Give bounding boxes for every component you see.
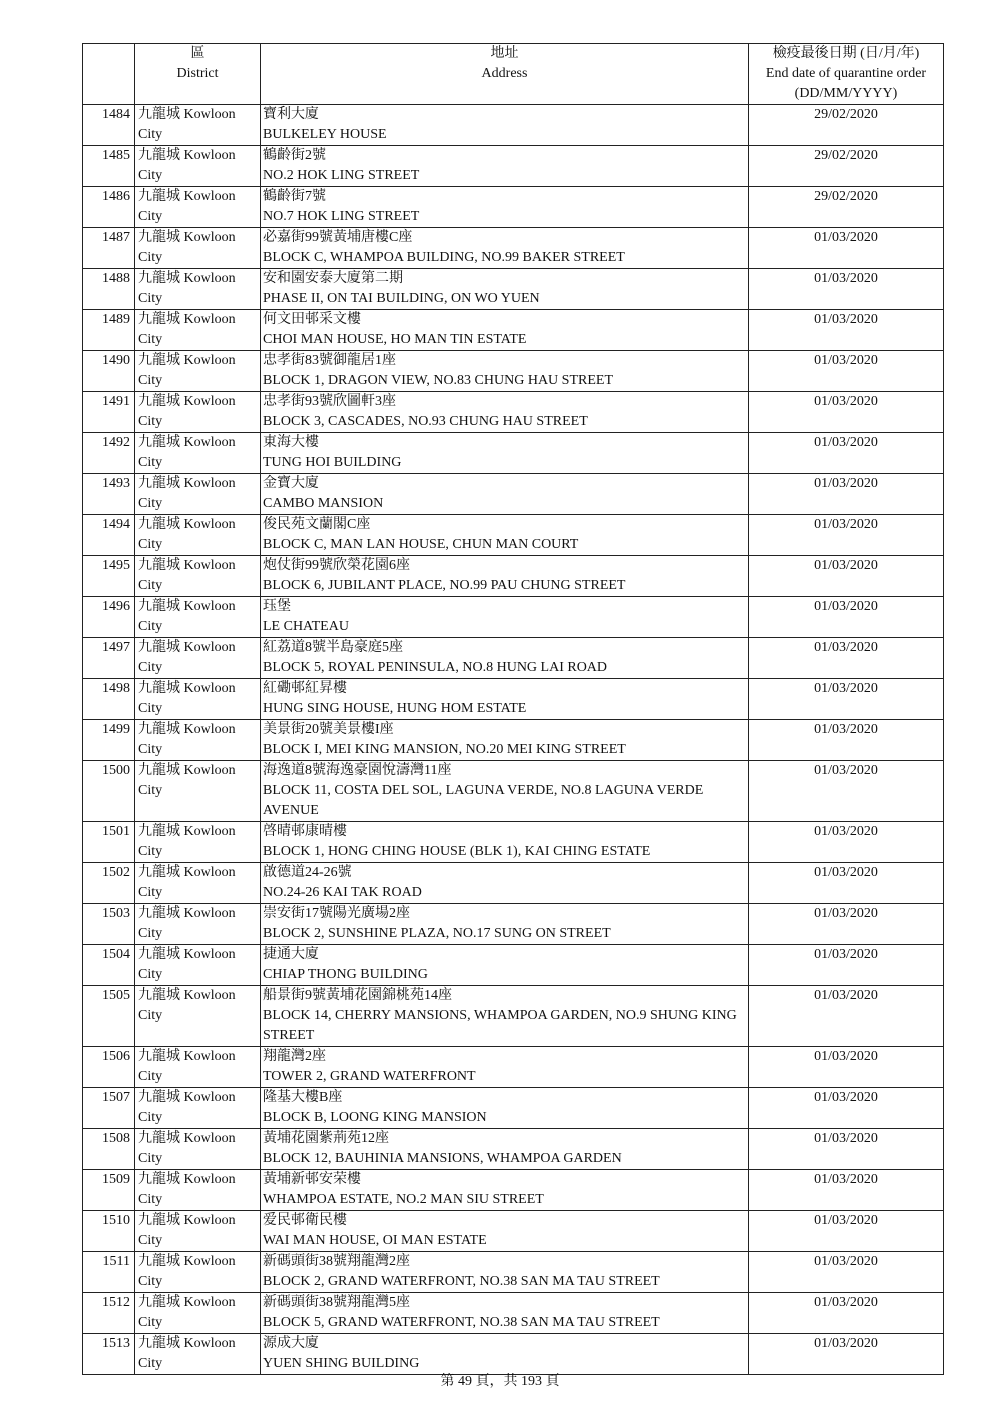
address-en: BLOCK C, MAN LAN HOUSE, CHUN MAN COURT <box>263 537 579 552</box>
date-header-format: (DD/MM/YYYY) <box>794 86 898 101</box>
address-zh: 啟德道24-26號 <box>263 865 352 880</box>
address-zh: 捷通大廈 <box>263 947 319 962</box>
row-number: 1511 <box>83 1252 135 1293</box>
address-zh: 美景街20號美景樓I座 <box>263 722 394 737</box>
row-number: 1497 <box>83 638 135 679</box>
address-zh: 紅磡邨紅昇樓 <box>263 681 347 696</box>
end-date-cell: 01/03/2020 <box>749 228 944 269</box>
district-en: City <box>138 1233 163 1248</box>
row-number: 1491 <box>83 392 135 433</box>
row-number: 1499 <box>83 720 135 761</box>
address-cell <box>261 761 749 822</box>
address-cell <box>261 720 749 761</box>
district-zh: 九龍城 Kowloon <box>138 107 236 122</box>
district-en: City <box>138 1274 163 1289</box>
end-date-cell: 01/03/2020 <box>749 1334 944 1375</box>
district-en: City <box>138 701 163 716</box>
end-date-cell: 01/03/2020 <box>749 1129 944 1170</box>
row-number: 1486 <box>83 187 135 228</box>
table-row <box>83 1129 944 1170</box>
address-cell <box>261 433 749 474</box>
table-row <box>83 1252 944 1293</box>
district-cell <box>135 269 261 310</box>
address-cell <box>261 1252 749 1293</box>
district-header-zh: 區 <box>190 46 205 61</box>
district-cell <box>135 351 261 392</box>
table-row <box>83 310 944 351</box>
address-zh: 黃埔新邨安荣樓 <box>263 1172 361 1187</box>
district-cell <box>135 392 261 433</box>
address-en: WHAMPOA ESTATE, NO.2 MAN SIU STREET <box>263 1192 544 1207</box>
district-cell <box>135 720 261 761</box>
address-en: LE CHATEAU <box>263 619 349 634</box>
address-en: HUNG SING HOUSE, HUNG HOM ESTATE <box>263 701 527 716</box>
district-en: City <box>138 578 163 593</box>
address-cell <box>261 146 749 187</box>
row-number: 1485 <box>83 146 135 187</box>
district-zh: 九龍城 Kowloon <box>138 230 236 245</box>
district-en: City <box>138 1192 163 1207</box>
address-en: BLOCK 2, SUNSHINE PLAZA, NO.17 SUNG ON STREET <box>263 926 611 941</box>
address-en: BULKELEY HOUSE <box>263 127 387 142</box>
address-zh: 必嘉街99號黃埔唐樓C座 <box>263 230 413 245</box>
district-en: City <box>138 496 163 511</box>
address-cell <box>261 822 749 863</box>
end-date-cell: 01/03/2020 <box>749 1252 944 1293</box>
table-row <box>83 474 944 515</box>
district-cell <box>135 228 261 269</box>
table-row <box>83 863 944 904</box>
row-number: 1496 <box>83 597 135 638</box>
address-en: BLOCK 12, BAUHINIA MANSIONS, WHAMPOA GARDEN <box>263 1151 622 1166</box>
end-date-cell: 01/03/2020 <box>749 474 944 515</box>
address-en: BLOCK 11, COSTA DEL SOL, LAGUNA VERDE, NO.8 LAGUNA VERDE AVENUE <box>263 783 704 818</box>
address-cell <box>261 351 749 392</box>
row-number: 1498 <box>83 679 135 720</box>
address-cell <box>261 986 749 1047</box>
end-date-cell: 01/03/2020 <box>749 1211 944 1252</box>
address-en: BLOCK 1, DRAGON VIEW, NO.83 CHUNG HAU STREET <box>263 373 613 388</box>
address-en: YUEN SHING BUILDING <box>263 1356 420 1371</box>
district-en: City <box>138 619 163 634</box>
district-zh: 九龍城 Kowloon <box>138 906 236 921</box>
district-zh: 九龍城 Kowloon <box>138 1131 236 1146</box>
row-number: 1510 <box>83 1211 135 1252</box>
district-en: City <box>138 660 163 675</box>
table-row <box>83 433 944 474</box>
address-column-header <box>261 44 749 105</box>
address-cell <box>261 1088 749 1129</box>
district-zh: 九龍城 Kowloon <box>138 1049 236 1064</box>
end-date-cell: 01/03/2020 <box>749 310 944 351</box>
table-row <box>83 269 944 310</box>
district-cell <box>135 515 261 556</box>
district-zh: 九龍城 Kowloon <box>138 1295 236 1310</box>
end-date-cell: 01/03/2020 <box>749 679 944 720</box>
district-cell <box>135 187 261 228</box>
district-cell <box>135 986 261 1047</box>
row-number: 1494 <box>83 515 135 556</box>
address-cell <box>261 556 749 597</box>
address-zh: 船景街9號黃埔花園錦桃苑14座 <box>263 988 452 1003</box>
address-en: BLOCK 6, JUBILANT PLACE, NO.99 PAU CHUNG STREET <box>263 578 626 593</box>
address-cell <box>261 105 749 146</box>
district-zh: 九龍城 Kowloon <box>138 353 236 368</box>
district-zh: 九龍城 Kowloon <box>138 148 236 163</box>
address-zh: 崇安街17號陽光廣場2座 <box>263 906 410 921</box>
address-en: CHOI MAN HOUSE, HO MAN TIN ESTATE <box>263 332 527 347</box>
address-cell <box>261 597 749 638</box>
district-cell <box>135 1211 261 1252</box>
table-row <box>83 822 944 863</box>
district-zh: 九龍城 Kowloon <box>138 1336 236 1351</box>
address-cell <box>261 679 749 720</box>
district-zh: 九龍城 Kowloon <box>138 722 236 737</box>
district-cell <box>135 1129 261 1170</box>
row-number: 1501 <box>83 822 135 863</box>
district-zh: 九龍城 Kowloon <box>138 824 236 839</box>
end-date-cell: 01/03/2020 <box>749 986 944 1047</box>
district-zh: 九龍城 Kowloon <box>138 517 236 532</box>
table-body <box>83 105 944 1375</box>
district-en: City <box>138 1315 163 1330</box>
row-number: 1493 <box>83 474 135 515</box>
row-number: 1500 <box>83 761 135 822</box>
table-row <box>83 105 944 146</box>
table-row <box>83 515 944 556</box>
address-zh: 新碼頭街38號翔龍灣2座 <box>263 1254 410 1269</box>
end-date-cell: 01/03/2020 <box>749 556 944 597</box>
district-en: City <box>138 414 163 429</box>
district-zh: 九龍城 Kowloon <box>138 1090 236 1105</box>
district-en: City <box>138 1151 163 1166</box>
address-zh: 炮仗街99號欣榮花園6座 <box>263 558 410 573</box>
table-row <box>83 1047 944 1088</box>
row-number: 1507 <box>83 1088 135 1129</box>
address-zh: 忠孝街93號欣圖軒3座 <box>263 394 396 409</box>
district-zh: 九龍城 Kowloon <box>138 476 236 491</box>
end-date-cell: 29/02/2020 <box>749 105 944 146</box>
end-date-cell: 01/03/2020 <box>749 515 944 556</box>
address-cell <box>261 1129 749 1170</box>
address-zh: 寶利大廈 <box>263 107 319 122</box>
table-row <box>83 679 944 720</box>
district-en: City <box>138 742 163 757</box>
district-zh: 九龍城 Kowloon <box>138 435 236 450</box>
table-row <box>83 556 944 597</box>
end-date-cell: 01/03/2020 <box>749 433 944 474</box>
district-cell <box>135 945 261 986</box>
district-en: City <box>138 926 163 941</box>
address-zh: 東海大樓 <box>263 435 319 450</box>
address-zh: 源成大廈 <box>263 1336 319 1351</box>
district-zh: 九龍城 Kowloon <box>138 1213 236 1228</box>
row-number: 1512 <box>83 1293 135 1334</box>
district-cell <box>135 863 261 904</box>
table-row <box>83 904 944 945</box>
address-header-en: Address <box>481 66 528 81</box>
district-zh: 九龍城 Kowloon <box>138 988 236 1003</box>
district-header-en: District <box>176 66 219 81</box>
district-en: City <box>138 1069 163 1084</box>
end-date-cell: 01/03/2020 <box>749 863 944 904</box>
district-cell <box>135 822 261 863</box>
row-number: 1490 <box>83 351 135 392</box>
row-number: 1504 <box>83 945 135 986</box>
district-zh: 九龍城 Kowloon <box>138 312 236 327</box>
row-number: 1505 <box>83 986 135 1047</box>
address-cell <box>261 474 749 515</box>
district-en: City <box>138 844 163 859</box>
table-row <box>83 986 944 1047</box>
district-cell <box>135 679 261 720</box>
end-date-cell: 29/02/2020 <box>749 146 944 187</box>
address-en: BLOCK 5, GRAND WATERFRONT, NO.38 SAN MA TAU STREET <box>263 1315 660 1330</box>
district-en: City <box>138 885 163 900</box>
row-number: 1506 <box>83 1047 135 1088</box>
table-row <box>83 1211 944 1252</box>
row-number: 1488 <box>83 269 135 310</box>
end-date-cell: 29/02/2020 <box>749 187 944 228</box>
quarantine-address-table <box>82 43 944 1375</box>
district-en: City <box>138 291 163 306</box>
table-row <box>83 638 944 679</box>
end-date-cell: 01/03/2020 <box>749 904 944 945</box>
address-zh: 金寶大廈 <box>263 476 319 491</box>
table-row <box>83 146 944 187</box>
address-en: BLOCK B, LOONG KING MANSION <box>263 1110 487 1125</box>
district-zh: 九龍城 Kowloon <box>138 947 236 962</box>
address-cell <box>261 269 749 310</box>
row-number: 1484 <box>83 105 135 146</box>
end-date-cell: 01/03/2020 <box>749 351 944 392</box>
end-date-cell: 01/03/2020 <box>749 1088 944 1129</box>
table-row <box>83 720 944 761</box>
address-cell <box>261 945 749 986</box>
row-number: 1492 <box>83 433 135 474</box>
district-zh: 九龍城 Kowloon <box>138 558 236 573</box>
table-row <box>83 228 944 269</box>
table-row <box>83 351 944 392</box>
district-zh: 九龍城 Kowloon <box>138 599 236 614</box>
date-header-en: End date of quarantine order <box>765 66 927 81</box>
address-cell <box>261 228 749 269</box>
address-en: BLOCK 2, GRAND WATERFRONT, NO.38 SAN MA TAU STREET <box>263 1274 660 1289</box>
district-en: City <box>138 250 163 265</box>
district-en: City <box>138 209 163 224</box>
address-en: NO.2 HOK LING STREET <box>263 168 420 183</box>
table-row <box>83 392 944 433</box>
address-en: NO.7 HOK LING STREET <box>263 209 420 224</box>
address-zh: 爱民邨衛民樓 <box>263 1213 347 1228</box>
address-en: BLOCK 5, ROYAL PENINSULA, NO.8 HUNG LAI ROAD <box>263 660 608 675</box>
address-cell <box>261 1334 749 1375</box>
address-header-zh: 地址 <box>490 46 519 61</box>
district-en: City <box>138 783 163 798</box>
address-cell <box>261 515 749 556</box>
district-en: City <box>138 332 163 347</box>
district-zh: 九龍城 Kowloon <box>138 681 236 696</box>
row-number: 1489 <box>83 310 135 351</box>
address-zh: 黃埔花園紫荊苑12座 <box>263 1131 389 1146</box>
end-date-cell: 01/03/2020 <box>749 269 944 310</box>
district-en: City <box>138 168 163 183</box>
address-en: TUNG HOI BUILDING <box>263 455 402 470</box>
address-zh: 鶴齡街2號 <box>263 148 326 163</box>
table-row <box>83 761 944 822</box>
date-column-header <box>749 44 944 105</box>
district-cell <box>135 1088 261 1129</box>
address-cell <box>261 638 749 679</box>
end-date-cell: 01/03/2020 <box>749 1047 944 1088</box>
address-cell <box>261 310 749 351</box>
page-number: 第 49 頁，共 193 頁 <box>440 1374 560 1389</box>
end-date-cell: 01/03/2020 <box>749 822 944 863</box>
district-cell <box>135 597 261 638</box>
district-zh: 九龍城 Kowloon <box>138 271 236 286</box>
address-zh: 忠孝街83號御龍居1座 <box>263 353 396 368</box>
district-zh: 九龍城 Kowloon <box>138 640 236 655</box>
district-column-header <box>135 44 261 105</box>
address-en: BLOCK 14, CHERRY MANSIONS, WHAMPOA GARDEN, NO.9 SHUNG KING STREET <box>263 1008 737 1043</box>
district-cell <box>135 556 261 597</box>
district-cell <box>135 146 261 187</box>
address-en: TOWER 2, GRAND WATERFRONT <box>263 1069 476 1084</box>
district-cell <box>135 904 261 945</box>
district-zh: 九龍城 Kowloon <box>138 865 236 880</box>
end-date-cell: 01/03/2020 <box>749 1170 944 1211</box>
address-zh: 鶴齡街7號 <box>263 189 326 204</box>
address-en: CHIAP THONG BUILDING <box>263 967 428 982</box>
table-row <box>83 1293 944 1334</box>
district-en: City <box>138 1356 163 1371</box>
end-date-cell: 01/03/2020 <box>749 720 944 761</box>
row-number: 1508 <box>83 1129 135 1170</box>
district-cell <box>135 105 261 146</box>
address-cell <box>261 187 749 228</box>
address-cell <box>261 1293 749 1334</box>
address-zh: 翔龍灣2座 <box>263 1049 326 1064</box>
table-row <box>83 945 944 986</box>
address-zh: 何文田邨采文樓 <box>263 312 361 327</box>
district-en: City <box>138 967 163 982</box>
district-en: City <box>138 127 163 142</box>
end-date-cell: 01/03/2020 <box>749 638 944 679</box>
district-en: City <box>138 1110 163 1125</box>
address-zh: 新碼頭街38號翔龍灣5座 <box>263 1295 410 1310</box>
district-cell <box>135 1047 261 1088</box>
end-date-cell: 01/03/2020 <box>749 761 944 822</box>
address-zh: 隆基大樓B座 <box>263 1090 343 1105</box>
district-en: City <box>138 537 163 552</box>
address-en: PHASE II, ON TAI BUILDING, ON WO YUEN <box>263 291 540 306</box>
address-en: BLOCK C, WHAMPOA BUILDING, NO.99 BAKER STREET <box>263 250 625 265</box>
district-zh: 九龍城 Kowloon <box>138 394 236 409</box>
address-zh: 紅荔道8號半島豪庭5座 <box>263 640 403 655</box>
address-zh: 安和園安泰大廈第二期 <box>263 271 403 286</box>
address-cell <box>261 863 749 904</box>
end-date-cell: 01/03/2020 <box>749 945 944 986</box>
district-cell <box>135 1334 261 1375</box>
table-row <box>83 1170 944 1211</box>
district-zh: 九龍城 Kowloon <box>138 189 236 204</box>
row-number: 1513 <box>83 1334 135 1375</box>
end-date-cell: 01/03/2020 <box>749 1293 944 1334</box>
table-header-row <box>83 44 944 105</box>
table-row <box>83 1088 944 1129</box>
address-cell <box>261 1047 749 1088</box>
address-cell <box>261 904 749 945</box>
row-number: 1487 <box>83 228 135 269</box>
district-cell <box>135 433 261 474</box>
end-date-cell: 01/03/2020 <box>749 597 944 638</box>
address-zh: 海逸道8號海逸豪園悅濤灣11座 <box>263 763 452 778</box>
address-zh: 俊民苑文蘭閣C座 <box>263 517 371 532</box>
district-en: City <box>138 1008 163 1023</box>
district-cell <box>135 310 261 351</box>
row-number: 1502 <box>83 863 135 904</box>
district-en: City <box>138 455 163 470</box>
district-cell <box>135 1293 261 1334</box>
address-cell <box>261 392 749 433</box>
table-row <box>83 1334 944 1375</box>
address-en: NO.24-26 KAI TAK ROAD <box>263 885 422 900</box>
district-zh: 九龍城 Kowloon <box>138 1172 236 1187</box>
district-en: City <box>138 373 163 388</box>
table-row <box>83 597 944 638</box>
district-zh: 九龍城 Kowloon <box>138 1254 236 1269</box>
address-zh: 啓晴邨康晴樓 <box>263 824 347 839</box>
row-number: 1503 <box>83 904 135 945</box>
end-date-cell: 01/03/2020 <box>749 392 944 433</box>
district-zh: 九龍城 Kowloon <box>138 763 236 778</box>
address-zh: 珏堡 <box>263 599 291 614</box>
address-en: BLOCK I, MEI KING MANSION, NO.20 MEI KING STREET <box>263 742 626 757</box>
address-cell <box>261 1211 749 1252</box>
row-number: 1495 <box>83 556 135 597</box>
address-en: WAI MAN HOUSE, OI MAN ESTATE <box>263 1233 487 1248</box>
address-en: BLOCK 3, CASCADES, NO.93 CHUNG HAU STREET <box>263 414 588 429</box>
district-cell <box>135 761 261 822</box>
district-cell <box>135 1252 261 1293</box>
row-number: 1509 <box>83 1170 135 1211</box>
address-en: CAMBO MANSION <box>263 496 384 511</box>
address-en: BLOCK 1, HONG CHING HOUSE (BLK 1), KAI CHING ESTATE <box>263 844 651 859</box>
table-row <box>83 187 944 228</box>
address-cell <box>261 1170 749 1211</box>
date-header-zh: 檢疫最後日期 (日/月/年) <box>772 46 920 61</box>
district-cell <box>135 474 261 515</box>
district-cell <box>135 1170 261 1211</box>
district-cell <box>135 638 261 679</box>
number-column-header <box>83 44 135 105</box>
